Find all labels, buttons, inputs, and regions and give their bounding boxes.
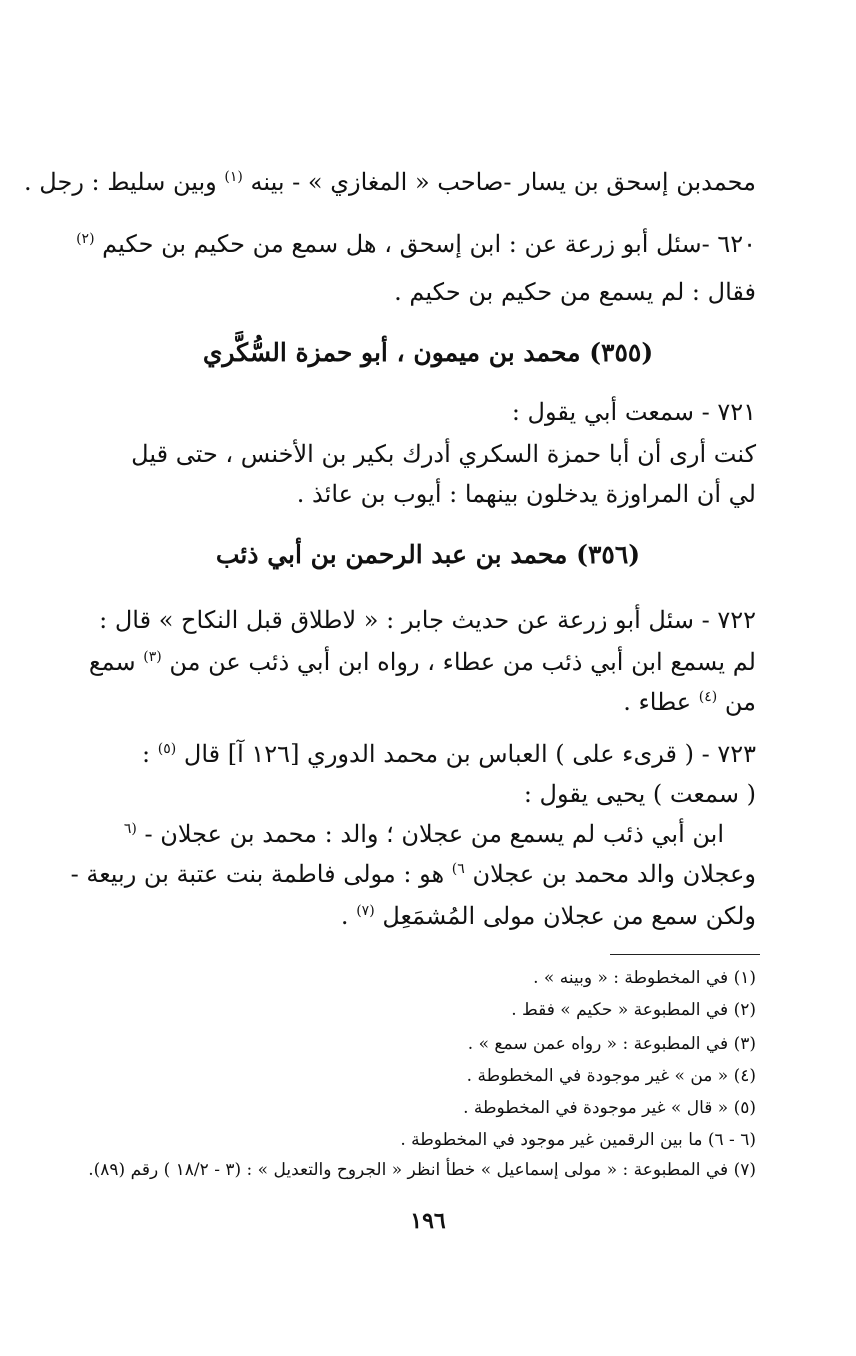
text-line [24,166,756,198]
footnote-6: (٦ - ٦) ما بين الرقمين غير موجود في المخطوطة . [400,1130,756,1150]
entry-620-line-2 [100,276,756,308]
entry-721-line-1 [100,396,756,428]
text-segment: : [142,740,151,768]
footnote-separator [610,954,760,955]
entry-721-line-3 [100,478,756,510]
footnote-marker: ٦) [451,861,465,877]
footnote-2: (٢) في المطبوعة « حكيم » فقط . [511,1000,756,1020]
entry-620-line-1 [76,228,756,260]
entry-723-line-2 [100,778,756,810]
footnote-marker: (٢) [76,231,95,247]
text-segment: فقال : لم يسمع من حكيم بن حكيم . [394,278,756,306]
text-segment: ابن أبي ذئب لم يسمع من عجلان ؛ والد : محمد بن عجلان - [144,820,724,848]
text-segment: وعجلان والد محمد بن عجلان [472,860,756,888]
entry-723-line-5 [100,900,756,932]
text-segment: ٦٢٠ -سئل أبو زرعة عن : ابن إسحق ، هل سمع من حكيم بن حكيم [102,230,756,258]
text-segment: سمع [88,648,136,676]
entry-723-line-3 [100,818,724,850]
footnote-marker: (١) [224,169,243,185]
footnote-marker: (٦ [123,821,137,837]
text-segment: ولكن سمع من عجلان مولى المُشمَعِل [382,902,756,930]
entry-723-line-4 [70,858,756,890]
page-number: ١٩٦ [410,1208,446,1234]
text-segment: ٧٢٢ - سئل أبو زرعة عن حديث جابر : « لاطلاق قبل النكاح » قال : [99,606,756,634]
text-segment: ( سمعت ) يحيى يقول : [523,780,756,808]
text-segment: عطاء . [623,688,692,716]
entry-723-line-1 [100,738,756,770]
text-segment: لم يسمع ابن أبي ذئب من عطاء ، رواه ابن أبي ذئب عن من [169,648,756,676]
footnote-4: (٤) « من » غير موجودة في المخطوطة . [466,1066,756,1086]
footnote-marker: (٣) [143,649,162,665]
footnote-7: (٧) في المطبوعة : « مولى إسماعيل » خطأ انظر « الجروح والتعديل » : (٣ - ١٨/٢ ) رقم (٨٩). [88,1160,756,1180]
section-heading-356: (٣٥٦) محمد بن عبد الرحمن بن أبي ذئب [215,540,641,569]
footnote-marker: (٤) [698,689,718,705]
footnote-marker: (٧) [356,903,375,919]
entry-721-line-2 [100,438,756,470]
entry-722-line-1 [100,604,756,636]
entry-722-line-2 [88,646,756,678]
footnote-1: (١) في المخطوطة : « وبينه » . [533,968,756,988]
text-segment: ٧٢٣ - ( قرىء على ) العباس بن محمد الدوري [١٢٦ آ] قال [183,740,756,768]
text-segment: من [724,688,756,716]
text-segment: محمدبن إسحق بن يسار -صاحب « المغازي » - بينه [250,168,756,196]
text-segment: وبين سليط : رجل . [24,168,217,196]
footnote-marker: (٥) [157,741,177,757]
text-segment: هو : مولى فاطمة بنت عتبة بن ربيعة - [70,860,445,888]
text-segment: ٧٢١ - سمعت أبي يقول : [511,398,756,426]
text-segment: لي أن المراوزة يدخلون بينهما : أيوب بن عائذ . [296,480,756,508]
footnote-3: (٣) في المطبوعة : « رواه عمن سمع » . [467,1034,756,1054]
text-segment: . [340,902,349,930]
text-segment: كنت أرى أن أبا حمزة السكري أدرك بكير بن الأخنس ، حتى قيل [131,440,756,468]
entry-722-line-3 [100,686,756,718]
footnote-5: (٥) « قال » غير موجودة في المخطوطة . [463,1098,756,1118]
section-heading-355: (٣٥٥) محمد بن ميمون ، أبو حمزة السُّكَّري [202,338,654,367]
